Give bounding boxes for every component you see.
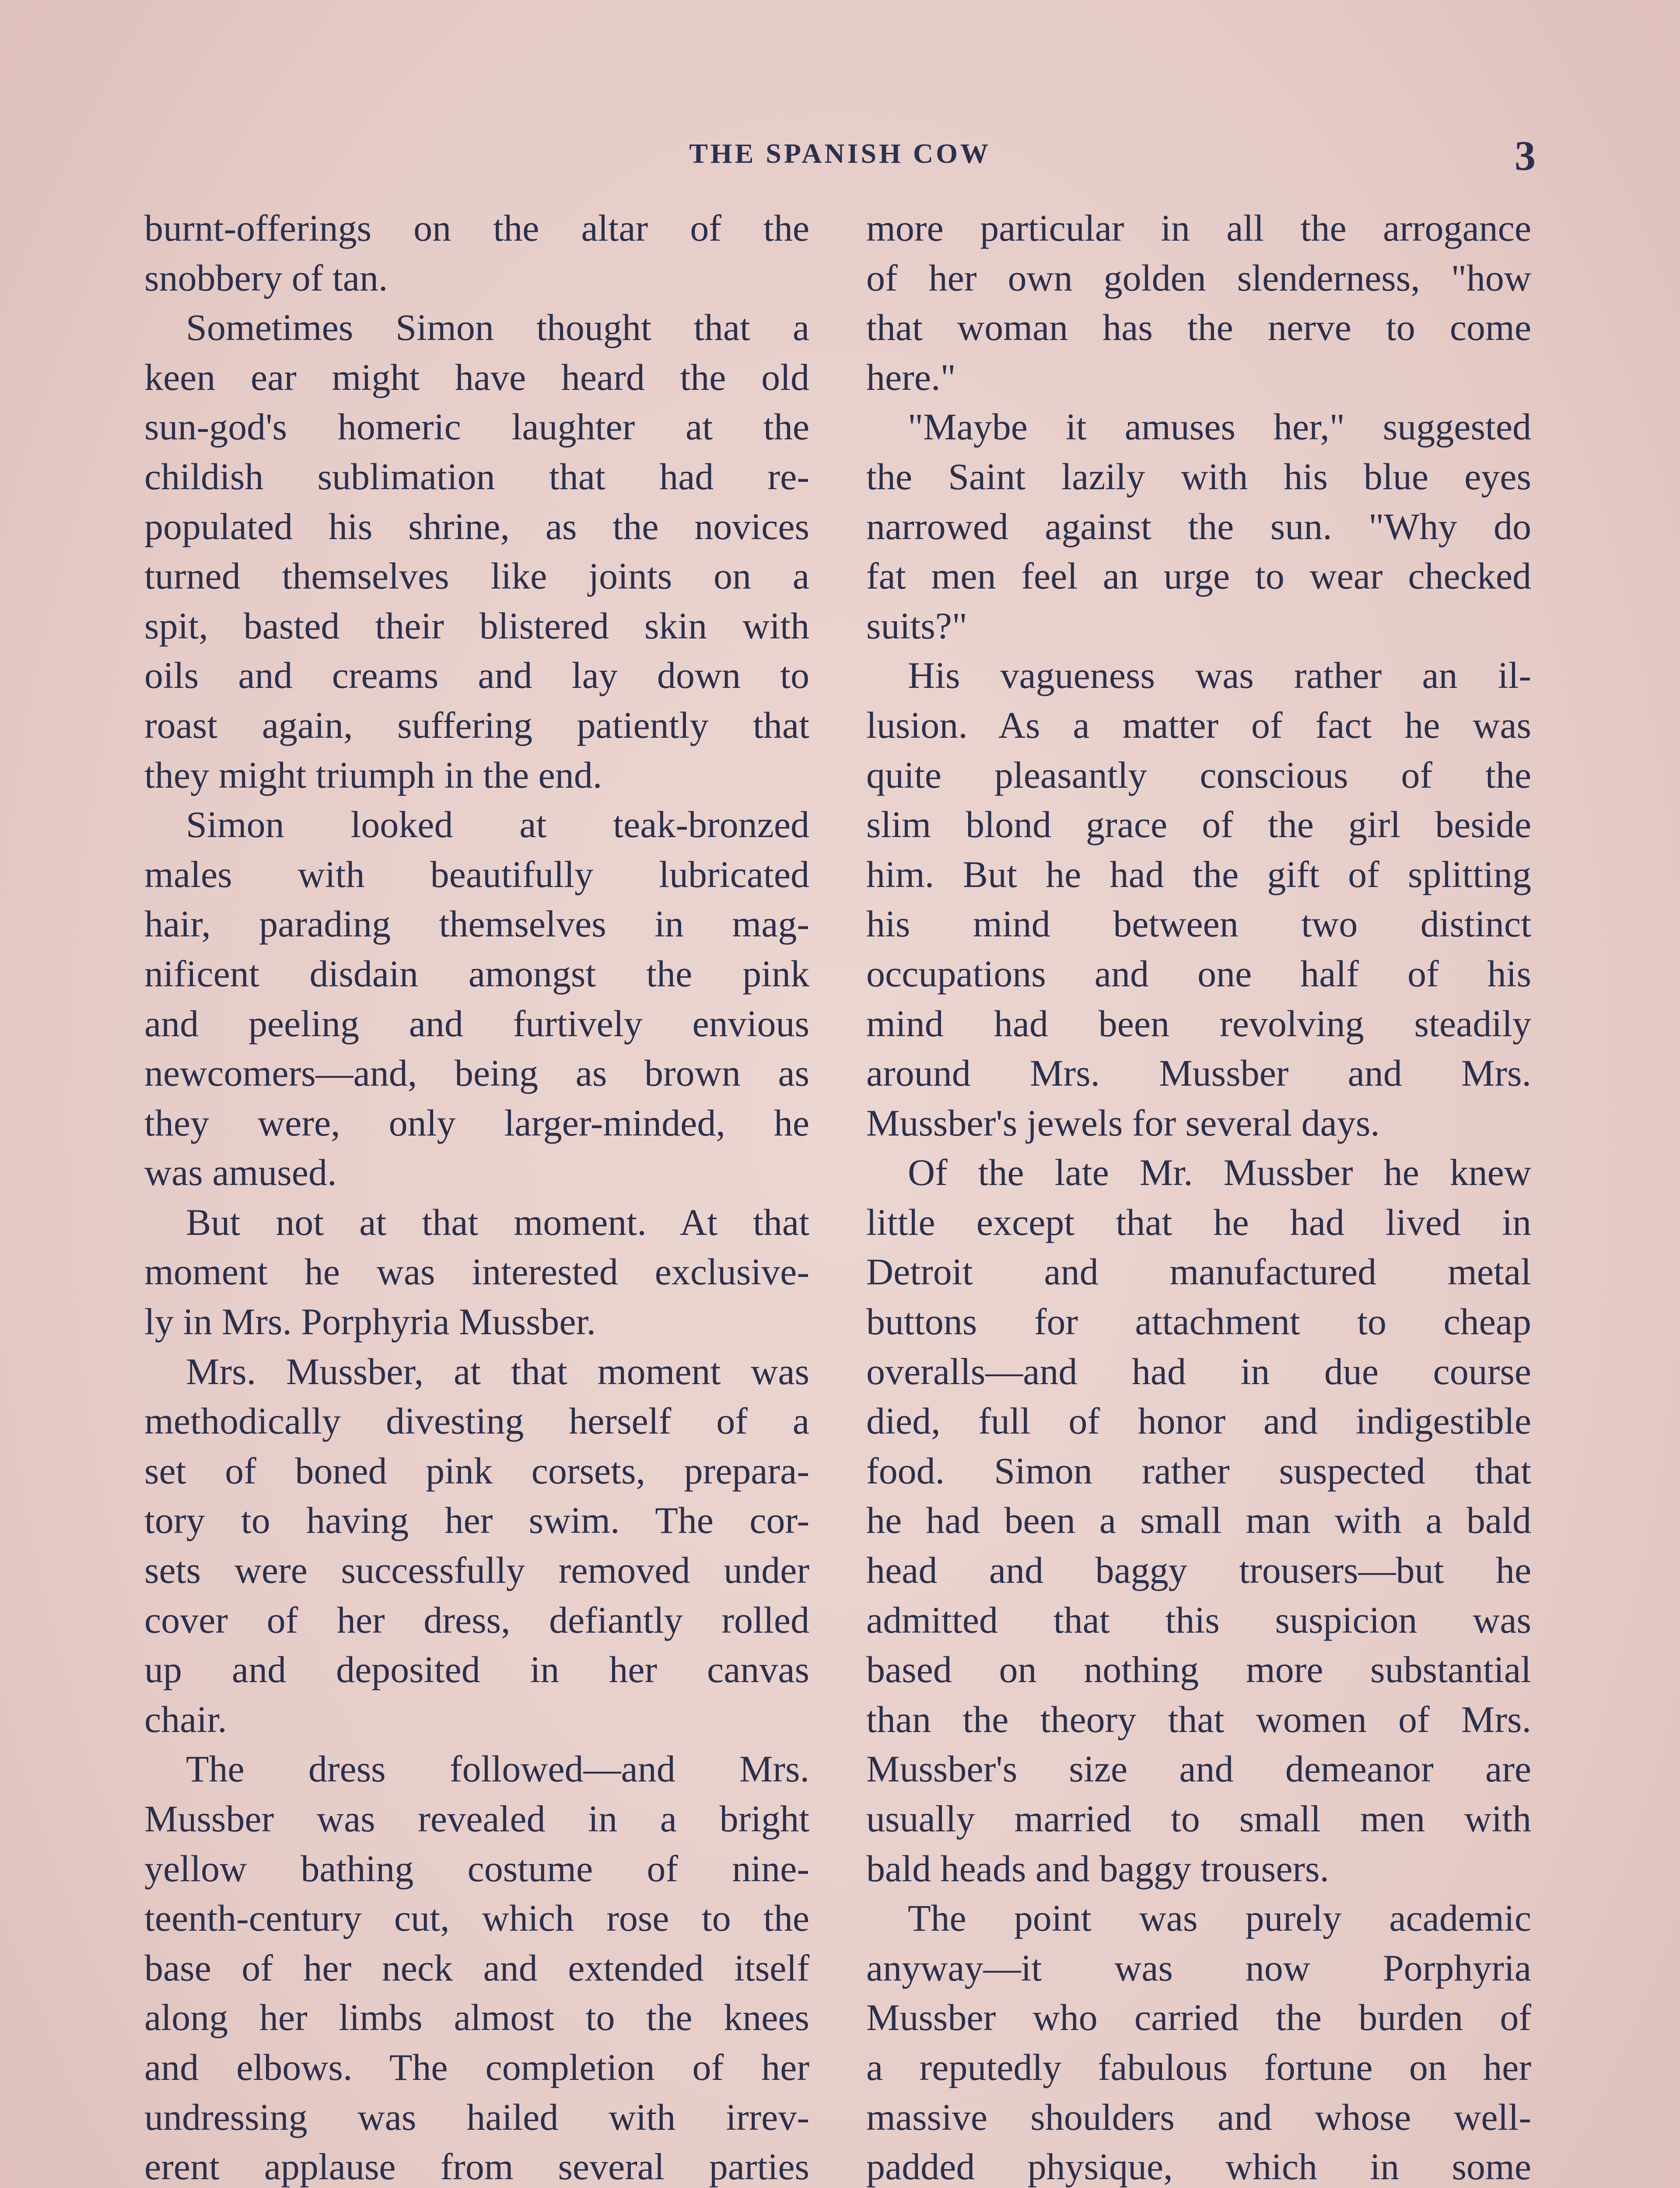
right-column-line: lusion. As a matter of fact he was <box>866 704 1531 746</box>
left-column-line: burnt-offerings on the altar of the <box>144 207 809 249</box>
left-column-line: The dress followed—and Mrs. <box>186 1748 809 1790</box>
running-title: THE SPANISH COW <box>689 138 991 169</box>
left-column-line: up and deposited in her canvas <box>144 1648 809 1691</box>
right-column-line: a reputedly fabulous fortune on her <box>866 2046 1531 2088</box>
right-column-line: His vagueness was rather an il- <box>908 654 1531 697</box>
right-column-line: quite pleasantly conscious of the <box>866 754 1531 796</box>
right-column-line: food. Simon rather suspected that <box>866 1449 1531 1492</box>
right-column-line: massive shoulders and whose well- <box>866 2096 1531 2138</box>
right-column-line: he had been a small man with a bald <box>866 1499 1531 1542</box>
left-column-line: they might triumph in the end. <box>144 754 602 796</box>
left-column-line: chair. <box>144 1698 227 1740</box>
right-column-line: more particular in all the arrogance <box>866 207 1531 249</box>
left-column-line: was amused. <box>144 1151 337 1194</box>
right-column-line: slim blond grace of the girl beside <box>866 803 1531 846</box>
right-column-line: admitted that this suspicion was <box>866 1599 1531 1641</box>
right-column-line: died, full of honor and indigestible <box>866 1400 1531 1442</box>
right-column-line: Mussber's jewels for several days. <box>866 1101 1380 1144</box>
left-column-line: cover of her dress, defiantly rolled <box>144 1599 809 1641</box>
left-column-line: males with beautifully lubricated <box>144 853 809 895</box>
left-column-line: undressing was hailed with irrev- <box>144 2096 809 2138</box>
right-column-line: than the theory that women of Mrs. <box>866 1698 1531 1740</box>
left-column-line: populated his shrine, as the novices <box>144 505 809 547</box>
left-column-line: base of her neck and extended itself <box>144 1946 809 1989</box>
left-column-line: spit, basted their blistered skin with <box>144 604 809 647</box>
right-column-line: bald heads and baggy trousers. <box>866 1847 1329 1890</box>
right-column-line: padded physique, which in some <box>866 2146 1531 2188</box>
right-column-line: his mind between two distinct <box>866 903 1531 945</box>
right-column-line: the Saint lazily with his blue eyes <box>866 455 1531 498</box>
right-column-line: Mussber's size and demeanor are <box>866 1748 1531 1790</box>
left-column-line: and elbows. The completion of her <box>144 2046 809 2088</box>
left-column-line: yellow bathing costume of nine- <box>144 1847 809 1890</box>
left-text-column <box>144 203 809 2188</box>
right-column-line: "Maybe it amuses her," suggested <box>908 406 1531 448</box>
right-column-line: occupations and one half of his <box>866 952 1531 995</box>
left-column-line: hair, parading themselves in mag- <box>144 903 809 945</box>
right-column-line: that woman has the nerve to come <box>866 306 1531 349</box>
left-column-line: Mrs. Mussber, at that moment was <box>186 1350 809 1392</box>
left-column-line: sun-god's homeric laughter at the <box>144 406 809 448</box>
left-column-line: ly in Mrs. Porphyria Mussber. <box>144 1301 596 1343</box>
left-column-line: turned themselves like joints on a <box>144 555 809 597</box>
left-column-line: erent applause from several parties <box>144 2146 809 2188</box>
left-column-line: childish sublimation that had re- <box>144 455 809 498</box>
right-column-line: him. But he had the gift of splitting <box>866 853 1531 895</box>
right-column-line: fat men feel an urge to wear checked <box>866 555 1531 597</box>
left-column-line: tory to having her swim. The cor- <box>144 1499 809 1542</box>
right-column-line: here." <box>866 356 956 398</box>
left-column-line: But not at that moment. At that <box>186 1201 809 1243</box>
left-column-line: snobbery of tan. <box>144 256 388 299</box>
right-column-line: overalls—and had in due course <box>866 1350 1531 1392</box>
left-column-line: Mussber was revealed in a bright <box>144 1798 809 1840</box>
right-column-line: narrowed against the sun. "Why do <box>866 505 1531 547</box>
left-column-line: set of boned pink corsets, prepara- <box>144 1449 809 1492</box>
right-column-line: head and baggy trousers—but he <box>866 1549 1531 1592</box>
right-column-line: of her own golden slenderness, "how <box>866 256 1531 299</box>
right-column-line: Of the late Mr. Mussber he knew <box>908 1151 1531 1194</box>
left-column-line: keen ear might have heard the old <box>144 356 809 398</box>
left-column-line: Simon looked at teak-bronzed <box>186 803 809 846</box>
page-number: 3 <box>1515 132 1536 179</box>
left-column-line: moment he was interested exclusive- <box>144 1251 809 1293</box>
right-text-column <box>866 203 1531 2188</box>
left-column-line: Sometimes Simon thought that a <box>186 306 809 349</box>
right-column-line: usually married to small men with <box>866 1798 1531 1840</box>
left-column-line: newcomers—and, being as brown as <box>144 1052 809 1094</box>
right-column-line: little except that he had lived in <box>866 1201 1531 1243</box>
right-column-line: Detroit and manufactured metal <box>866 1251 1531 1293</box>
right-column-line: Mussber who carried the burden of <box>866 1996 1531 2039</box>
left-column-line: methodically divesting herself of a <box>144 1400 809 1442</box>
right-column-line: anyway—it was now Porphyria <box>866 1946 1531 1989</box>
right-column-line: suits?" <box>866 604 967 647</box>
left-column-line: along her limbs almost to the knees <box>144 1996 809 2039</box>
right-column-line: mind had been revolving steadily <box>866 1002 1531 1045</box>
right-column-line: buttons for attachment to cheap <box>866 1301 1531 1343</box>
left-column-line: and peeling and furtively envious <box>144 1002 809 1045</box>
left-column-line: roast again, suffering patiently that <box>144 704 809 746</box>
left-column-line: oils and creams and lay down to <box>144 654 809 697</box>
left-column-line: they were, only larger-minded, he <box>144 1101 809 1144</box>
right-column-line: around Mrs. Mussber and Mrs. <box>866 1052 1531 1094</box>
page-header <box>144 131 1536 179</box>
right-column-line: The point was purely academic <box>908 1897 1531 1939</box>
right-column-line: based on nothing more substantial <box>866 1648 1531 1691</box>
left-column-line: teenth-century cut, which rose to the <box>144 1897 809 1939</box>
left-column-line: sets were successfully removed under <box>144 1549 809 1592</box>
left-column-line: nificent disdain amongst the pink <box>144 952 809 995</box>
